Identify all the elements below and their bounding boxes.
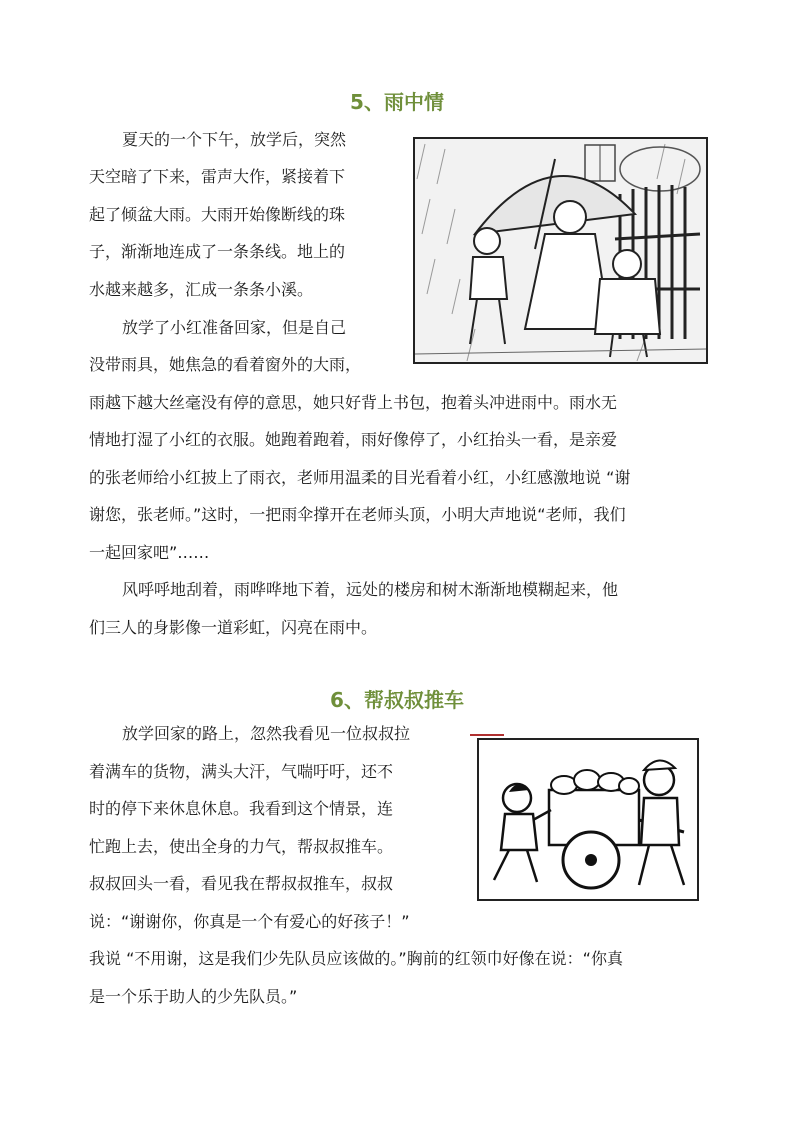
story5-line-5: 水越来越多，汇成一条条小溪。 [89, 280, 314, 299]
story6-line-6: 说：“谢谢你，你真是一个有爱心的好孩子！” [89, 912, 410, 931]
cart-pushing-illustration [477, 738, 699, 901]
rain-scene-icon [415, 139, 706, 362]
story5-line-10: 的张老师给小红披上了雨衣，老师用温柔的目光看着小红，小红感激地说 “谢 [89, 468, 631, 487]
story6-line-2: 着满车的货物，满头大汗，气喘吁吁，还不 [89, 762, 394, 781]
story6-title: 6、帮叔叔推车 [330, 688, 464, 712]
story5-line-8: 雨越下越大丝毫没有停的意思，她只好背上书包，抱着头冲进雨中。雨水无 [89, 393, 618, 412]
story5-line-13: 风呼呼地刮着，雨哗哗地下着，远处的楼房和树木渐渐地模糊起来，他 [122, 580, 619, 599]
story6-line-8: 是一个乐于助人的少先队员。” [89, 987, 298, 1006]
story5-line-4: 子，渐渐地连成了一条条线。地上的 [89, 242, 346, 261]
cart-scene-icon [479, 740, 697, 899]
story5-line-11: 谢您，张老师。”这时，一把雨伞撑开在老师头顶，小明大声地说“老师，我们 [89, 505, 626, 524]
story5-line-14: 们三人的身影像一道彩虹，闪亮在雨中。 [89, 618, 378, 637]
story5-line-2: 天空暗了下来，雷声大作，紧接着下 [89, 167, 346, 186]
story5-line-7: 没带雨具，她焦急的看着窗外的大雨， [89, 355, 362, 374]
story6-line-7: 我说 “不用谢，这是我们少先队员应该做的。”胸前的红领巾好像在说：“你真 [89, 949, 623, 968]
rain-umbrella-illustration [413, 137, 708, 364]
story5-title: 5、雨中情 [350, 90, 444, 114]
story6-line-3: 时的停下来休息休息。我看到这个情景，连 [89, 799, 394, 818]
story6-line-4: 忙跑上去，使出全身的力气，帮叔叔推车。 [89, 837, 394, 856]
story5-line-9: 情地打湿了小红的衣服。她跑着跑着，雨好像停了，小红抬头一看，是亲爱 [89, 430, 618, 449]
story5-line-6: 放学了小红准备回家，但是自己 [122, 318, 347, 337]
story6-line-1: 放学回家的路上，忽然我看见一位叔叔拉 [122, 724, 411, 743]
story5-line-12: 一起回家吧”…… [89, 543, 210, 562]
story6-line-5: 叔叔回头一看，看见我在帮叔叔推车，叔叔 [89, 874, 394, 893]
red-underline-mark [470, 734, 504, 736]
story5-line-3: 起了倾盆大雨。大雨开始像断线的珠 [89, 205, 346, 224]
story5-line-1: 夏天的一个下午，放学后，突然 [122, 130, 347, 149]
